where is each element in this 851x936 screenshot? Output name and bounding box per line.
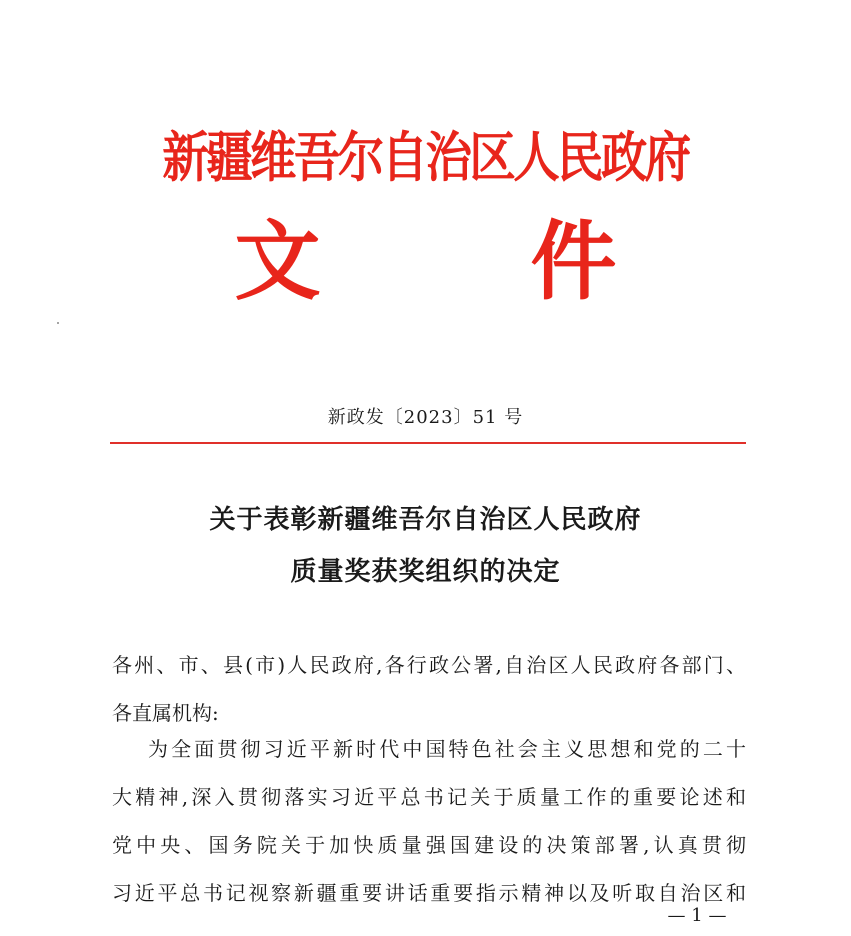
body-paragraph-line: 大精神,深入贯彻落实习近平总书记关于质量工作的重要论述和 — [112, 785, 746, 809]
document-number: 新政发〔2023〕51 号 — [327, 407, 524, 428]
issuer-name: 新疆维吾尔自治区人民政府 — [162, 125, 689, 189]
document-type-heading: 文 件 — [234, 211, 707, 312]
document-title-line-1: 关于表彰新疆维吾尔自治区人民政府 — [209, 505, 642, 535]
addressee-line-1: 各州、市、县(市)人民政府,各行政公署,自治区人民政府各部门、 — [112, 653, 746, 677]
addressee-line-2: 各直属机构: — [112, 701, 219, 725]
body-paragraph-line: 习近平总书记视察新疆重要讲话重要指示精神以及听取自治区和 — [112, 881, 746, 905]
scan-speck — [57, 322, 59, 324]
document-title-line-2: 质量奖获奖组织的决定 — [290, 557, 561, 587]
red-separator-line — [110, 442, 746, 444]
page-number: — 1 — — [667, 905, 727, 926]
body-paragraph-line: 党中央、国务院关于加快质量强国建设的决策部署,认真贯彻 — [112, 833, 746, 857]
body-paragraph-line: 为全面贯彻习近平新时代中国特色社会主义思想和党的二十 — [148, 737, 746, 761]
